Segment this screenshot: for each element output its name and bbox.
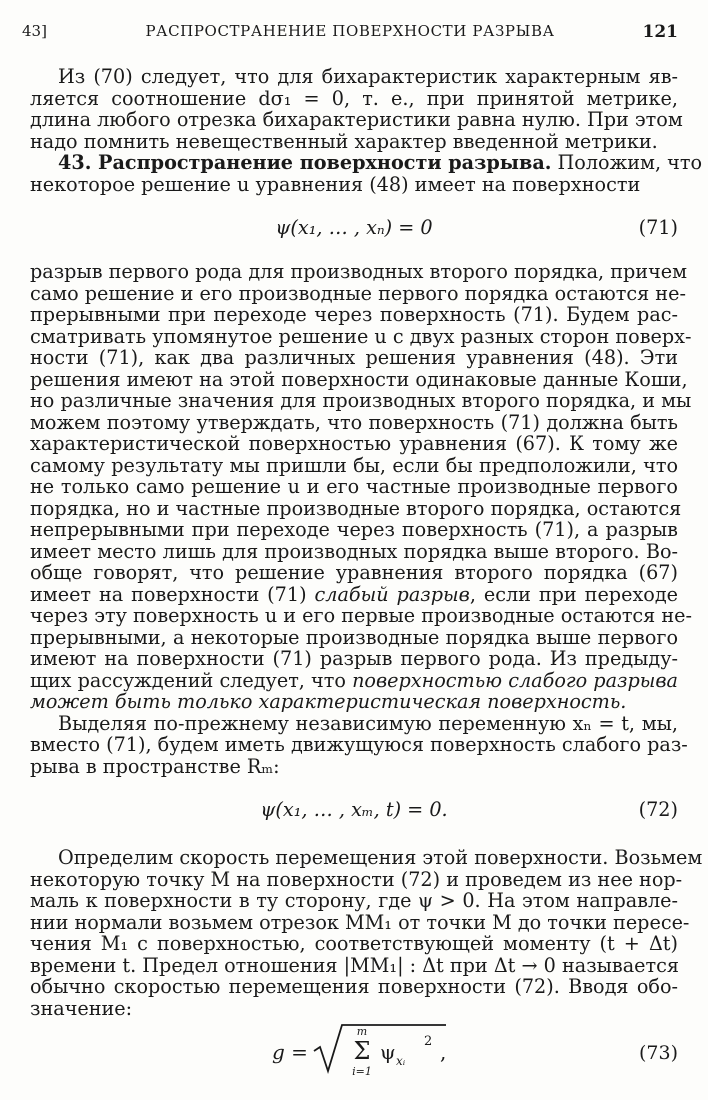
text-line: разрыв первого рода для производных второго порядка, причем <box>30 260 688 283</box>
equation-73 <box>30 1019 678 1081</box>
text-line <box>30 584 678 606</box>
text-line: вместо (71), будем иметь движущуюся поверхность слабого раз- <box>30 733 688 756</box>
text-line: прерывными, а некоторые производные порядка выше первого <box>30 625 678 649</box>
text-run: имеет на поверхности (71) <box>30 582 315 606</box>
text-line: значение: <box>30 996 133 1020</box>
sum-lower-limit: i=1 <box>352 1065 372 1078</box>
text-line: времени t. Предел отношения |MM₁| : Δt при Δt → 0 называется <box>30 953 679 977</box>
emphasis-line: может быть только характеристическая поверхность. <box>30 690 627 713</box>
equation-72 <box>30 799 678 821</box>
text-line: само решение и его производные первого порядка остаются не- <box>30 281 686 305</box>
text-line: Из (70) следует, что для бихарактеристик характерным яв- <box>58 65 678 88</box>
formula-lhs: g = <box>272 1040 308 1064</box>
text-line: некоторую точку M на поверхности (72) и проведем из нее нор- <box>30 867 683 891</box>
text-line: маль к поверхности в ту сторону, где ψ > 0. На этом направле- <box>30 889 678 912</box>
text-line: через эту поверхность u и его первые производные остаются не- <box>30 604 693 627</box>
section-heading: 43. Распространение поверхности разрыва. <box>58 151 552 174</box>
equation-number: (73) <box>638 1042 678 1064</box>
power-two: 2 <box>424 1034 433 1049</box>
running-title: РАСПРОСТРАНЕНИЕ ПОВЕРХНОСТИ РАЗРЫВА <box>145 22 555 40</box>
text-line: рыва в пространстве Rₘ: <box>30 754 280 778</box>
emphasis-text: поверхностью слабого разрыва <box>352 668 678 692</box>
text-line: нии нормали возьмем отрезок MM₁ от точки M до точки пересе- <box>30 910 690 934</box>
text-line: обычно скоростью перемещения поверхности (72). Вводя обо- <box>30 975 678 998</box>
text-line: можем поэтому утверждать, что поверхность (71) должна быть <box>30 410 678 434</box>
paragraph-1 <box>30 65 683 153</box>
psi-symbol: ψ <box>380 1040 396 1064</box>
text-line: ности (71), как два различных решения уравнения (48). Эти <box>30 346 678 369</box>
text-line: порядка, но и частные производные второго порядка, остаются <box>30 496 682 520</box>
text-line: Определим скорость перемещения этой поверхности. Возьмем <box>58 846 703 869</box>
text-line: прерывными при переходе через поверхность (71). Будем рас- <box>30 303 678 326</box>
section-first-line <box>30 151 702 174</box>
text-line <box>30 670 678 692</box>
equation-number: (72) <box>638 798 678 821</box>
text-line: непрерывными при переходе через поверхность (71), а разрыв <box>30 518 678 541</box>
formula-comma: , <box>440 1040 447 1064</box>
text-line: ляется соотношение dσ₁ = 0, т. е., при принятой метрике, <box>30 86 678 110</box>
text-line: сматривать упомянутое решение u с двух разных сторон поверх- <box>30 324 692 348</box>
running-head <box>22 22 678 46</box>
text-line: решения имеют на этой поверхности одинаковые данные Коши, <box>30 367 688 391</box>
equation-71 <box>30 217 678 239</box>
text-line: характеристической поверхностью уравнения (67). К тому же <box>30 432 678 455</box>
section-43 <box>30 151 702 196</box>
formula-73-graphic <box>30 1019 678 1081</box>
sum-upper-limit: m <box>356 1025 368 1038</box>
text-run: , если при переходе <box>469 582 678 606</box>
text-line: но различные значения для производных второго порядка, и мы <box>30 389 692 412</box>
section-ref: 43] <box>22 22 47 40</box>
equation-number: (71) <box>638 216 678 239</box>
text-line: длина любого отрезка бихарактеристики равна нулю. При этом <box>30 108 683 131</box>
text-line: имеют на поверхности (71) разрыв первого рода. Из предыду- <box>30 647 678 670</box>
term-weak-discontinuity: слабый разрыв <box>314 582 470 606</box>
text-line: обще говорят, что решение уравнения второго порядка (67) <box>30 561 678 584</box>
paragraph-3 <box>30 711 688 778</box>
paragraph-2 <box>30 260 693 713</box>
text-line: не только само решение u и его частные производные первого <box>30 475 678 498</box>
text-line: имеет место лишь для производных порядка выше второго. Во- <box>30 539 678 563</box>
equation-expression: ψ(x₁, … , xₙ) = 0 <box>275 216 433 239</box>
text-line: надо помнить невещественный характер введенной метрики. <box>30 129 658 153</box>
text-line: чения M₁ с поверхностью, соответствующей моменту (t + Δt) <box>30 932 678 955</box>
text-line: самому результату мы пришли бы, если бы предположили, что <box>30 453 678 477</box>
page-body <box>30 65 703 1081</box>
text-run: щих рассуждений следует, что <box>30 668 353 692</box>
paragraph-4 <box>30 846 703 1020</box>
sum-symbol: Σ <box>353 1037 371 1065</box>
text-run: Положим, что <box>551 151 702 174</box>
psi-subscript: xᵢ <box>396 1054 406 1068</box>
equation-expression: ψ(x₁, … , xₘ, t) = 0. <box>260 798 448 821</box>
page-number: 121 <box>642 22 678 42</box>
text-line: некоторое решение u уравнения (48) имеет на поверхности <box>30 172 641 196</box>
text-line: Выделяя по-прежнему независимую переменную xₙ = t, мы, <box>58 711 678 735</box>
